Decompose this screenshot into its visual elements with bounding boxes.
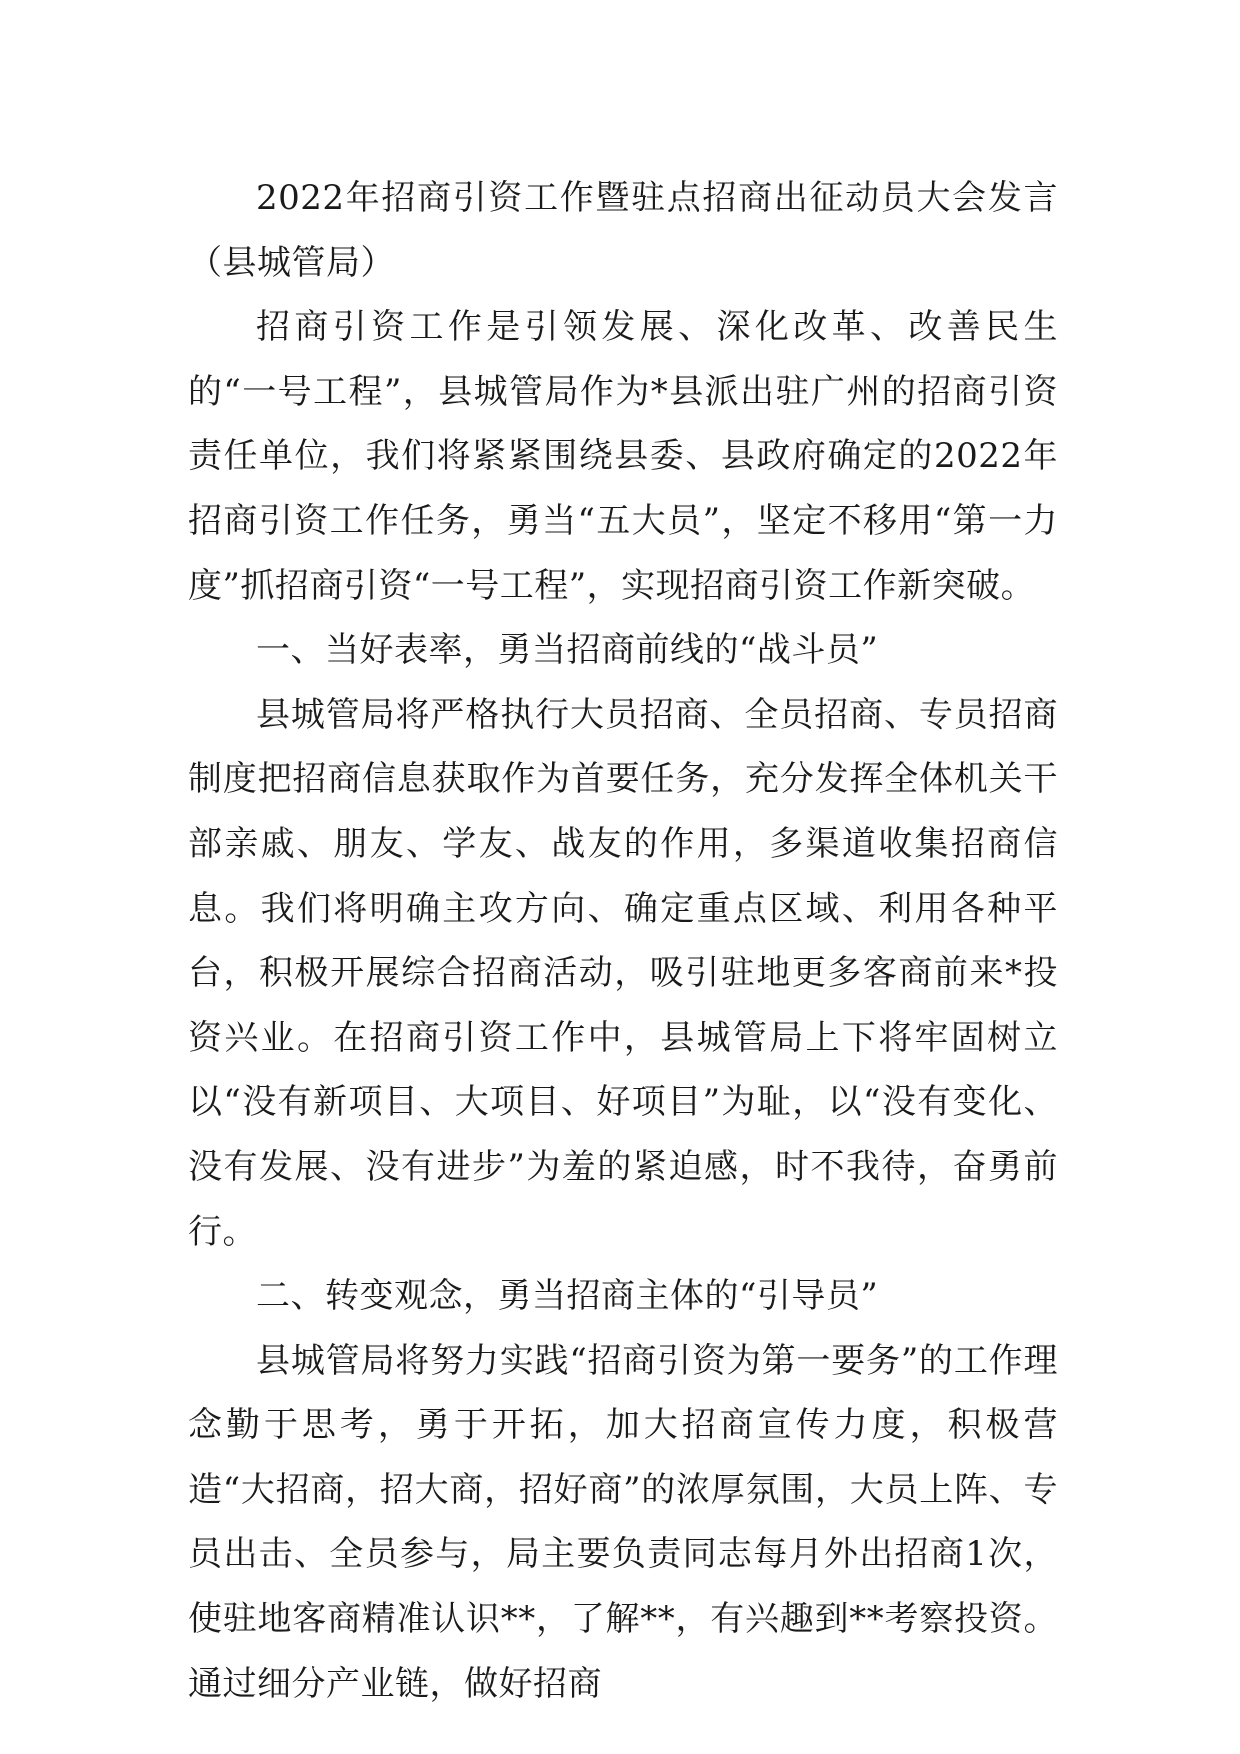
paragraph-section-1: 县城管局将严格执行大员招商、全员招商、专员招商制度把招商信息获取作为首要任务，充分发挥全体机关干部亲戚、朋友、学友、战友的作用，多渠道收集招商信息。我们将明确主攻方向、确定重点区域、利用各种平台，积极开展综合招商活动，吸引驻地更多客商前来*投资兴业。在招商引资工作中，县城管局上下将牢固树立以“没有新项目、大项目、好项目”为耻，以“没有变化、没有发展、没有进步”为羞的紧迫感，时不我待，奋勇前行。 <box>188 694 1058 1252</box>
paragraph-intro: 招商引资工作是引领发展、深化改革、改善民生的“一号工程”，县城管局作为*县派出驻广州的招商引资责任单位，我们将紧紧围绕县委、县政府确定的2022年招商引资工作任务，勇当“五大员”，坚定不移用“第一力度”抓招商引资“一号工程”，实现招商引资工作新突破。 <box>188 307 1058 606</box>
paragraph-section-2: 县城管局将努力实践“招商引资为第一要务”的工作理念勤于思考，勇于开拓，加大招商宣传力度，积极营造“大招商，招大商，招好商”的浓厚氛围，大员上阵、专员出击、全员参与，局主要负责同志每月外出招商1次，使驻地客商精准认识**，了解**，有兴趣到**考察投资。通过细分产业链，做好招商 <box>188 1340 1058 1704</box>
section-heading-2: 二、转变观念，勇当招商主体的“引导员” <box>256 1276 879 1317</box>
section-heading-1: 一、当好表率，勇当招商前线的“战斗员” <box>256 630 879 671</box>
document-title: 2022年招商引资工作暨驻点招商出征动员大会发言（县城管局） <box>188 178 1058 283</box>
document-body <box>188 166 1058 1716</box>
